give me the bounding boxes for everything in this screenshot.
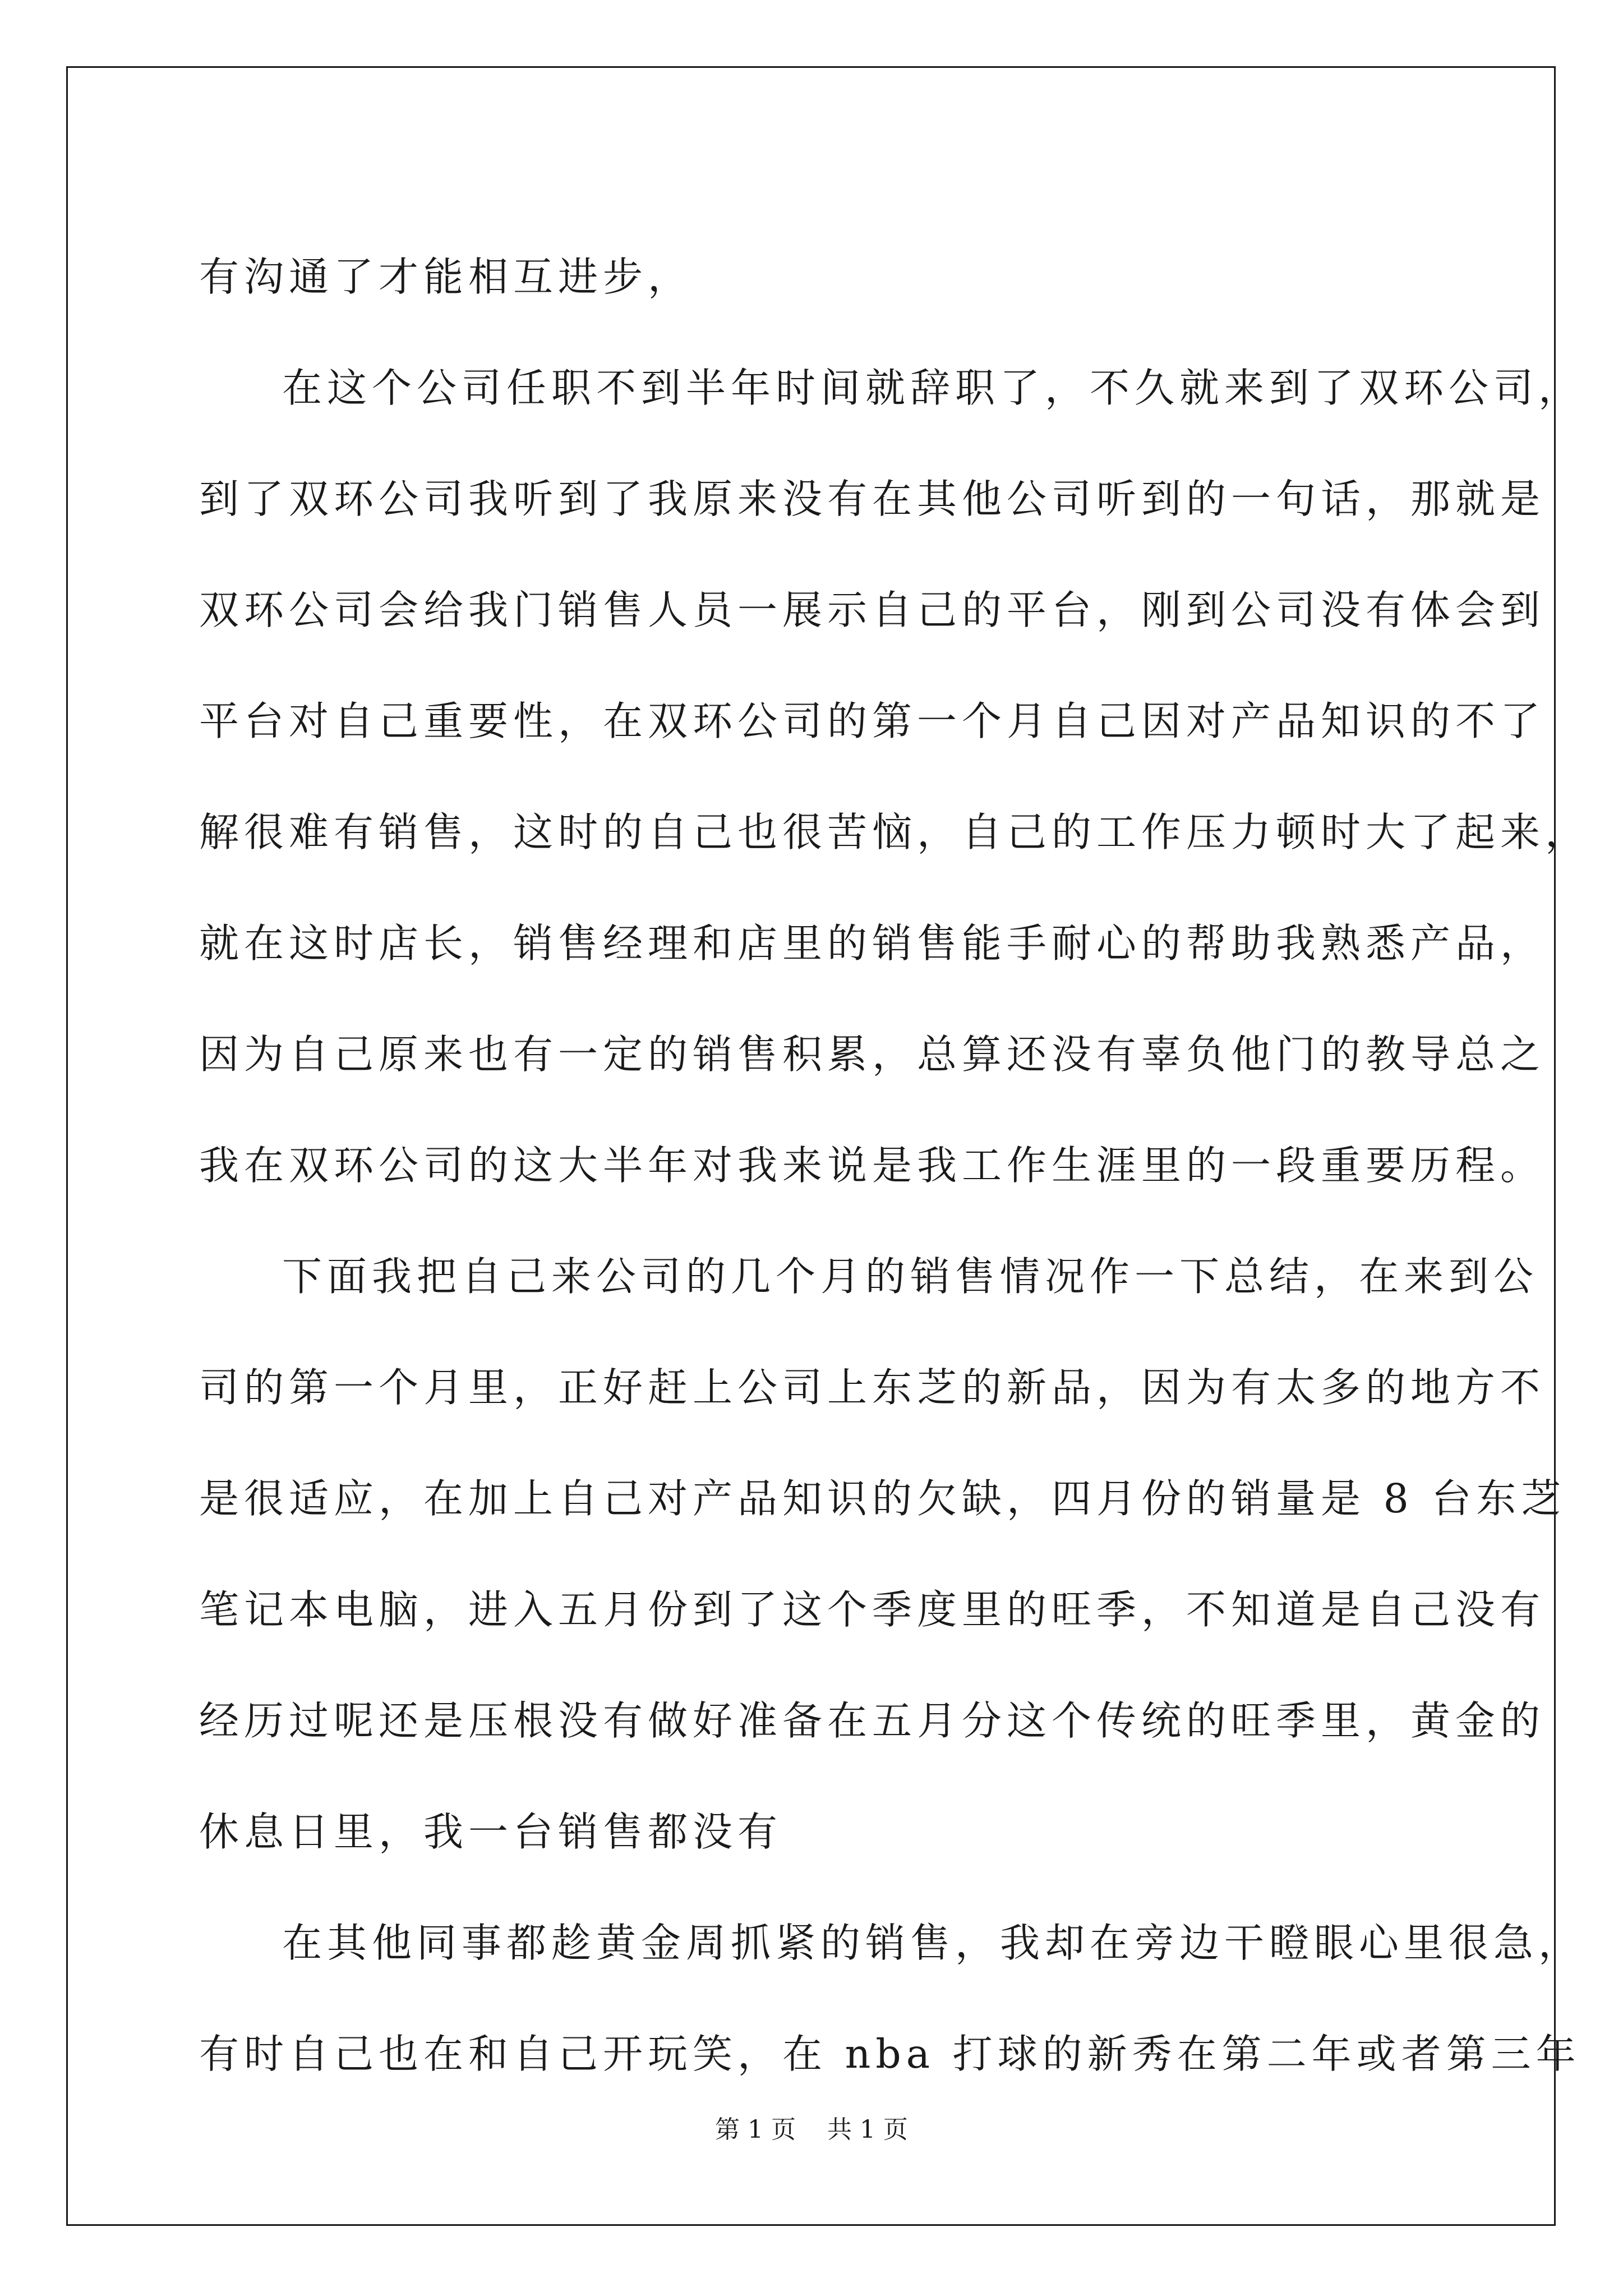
text-line: 因为自己原来也有一定的销售积累，总算还没有辜负他门的教导总之 [199,1031,1546,1078]
text-line: 经历过呢还是压根没有做好准备在五月分这个传统的旺季里，黄金的 [199,1697,1546,1744]
text-line: 有沟通了才能相互进步， [199,254,693,300]
text-line: 到了双环公司我听到了我原来没有在其他公司听到的一句话，那就是 [199,476,1546,522]
page-footer: 第 1 页 共 1 页 [715,2115,908,2144]
text-line: 就在这时店长，销售经理和店里的销售能手耐心的帮助我熟悉产品， [199,920,1546,967]
text-line: 在这个公司任职不到半年时间就辞职了，不久就来到了双环公司， [282,365,1584,411]
text-line: 笔记本电脑，进入五月份到了这个季度里的旺季，不知道是自己没有 [199,1586,1546,1633]
text-line: 司的第一个月里，正好赶上公司上东芝的新品，因为有太多的地方不 [199,1364,1546,1411]
document-body [199,222,1590,2110]
text-line: 我在双环公司的这大半年对我来说是我工作生涯里的一段重要历程。 [199,1142,1546,1189]
text-line: 有时自己也在和自己开玩笑，在 nba 打球的新秀在第二年或者第三年 [199,2031,1581,2077]
text-line: 是很适应，在加上自己对产品知识的欠缺，四月份的销量是 8 台东芝 [199,1475,1566,1522]
text-line: 双环公司会给我门销售人员一展示自己的平台，刚到公司没有体会到 [199,587,1546,633]
text-line: 休息日里，我一台销售都没有 [199,1809,783,1855]
text-line: 解很难有销售，这时的自己也很苦恼，自己的工作压力顿时大了起来， [199,809,1590,855]
text-line: 平台对自己重要性，在双环公司的第一个月自己因对产品知识的不了 [199,698,1546,744]
text-line: 在其他同事都趁黄金周抓紧的销售，我却在旁边干瞪眼心里很急， [282,1920,1584,1966]
text-line: 下面我把自己来公司的几个月的销售情况作一下总结，在来到公 [282,1253,1539,1300]
